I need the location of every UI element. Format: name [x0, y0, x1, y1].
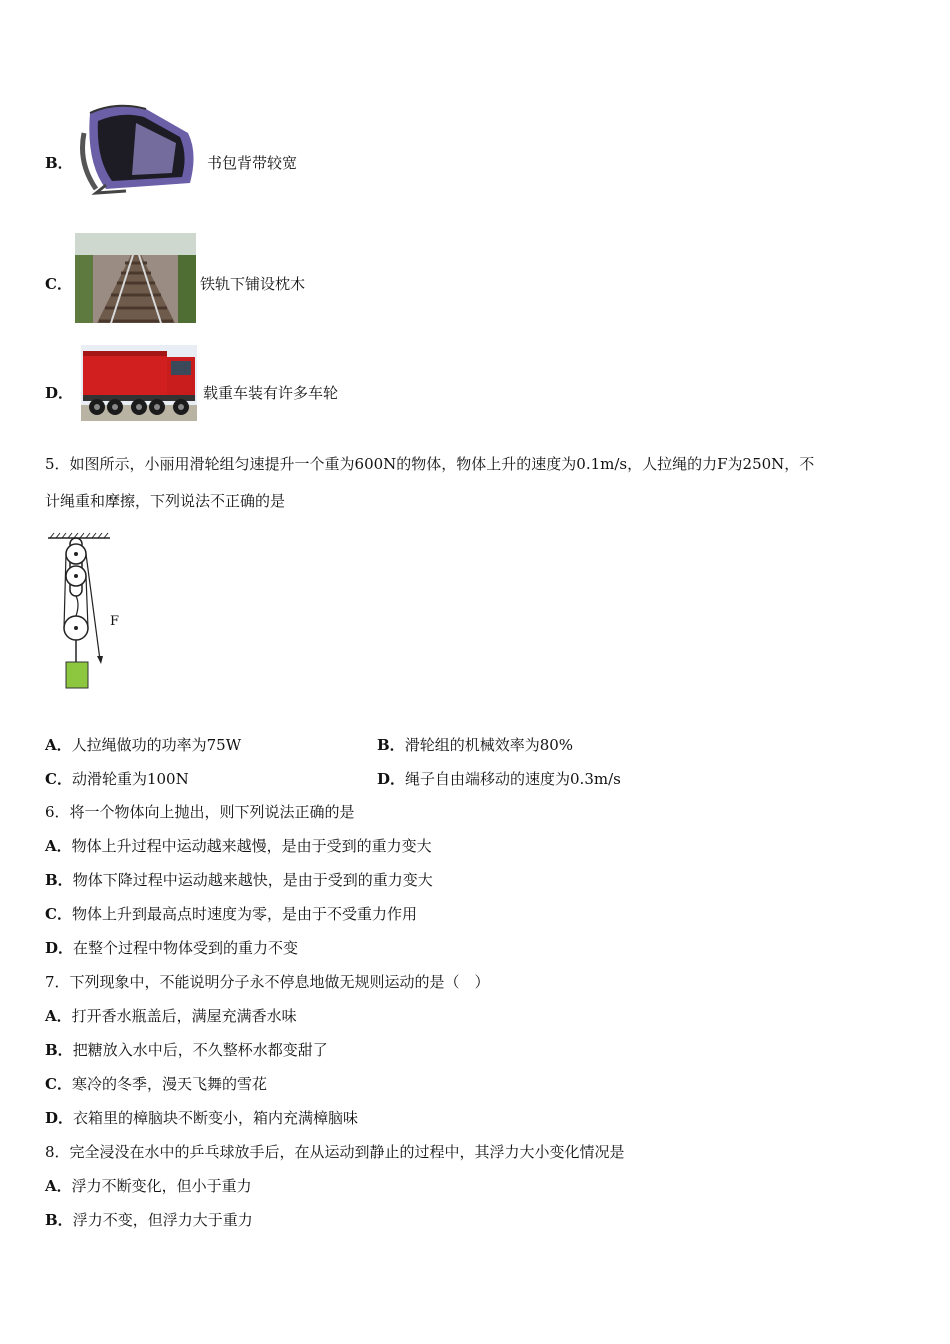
option-letter: B． — [45, 1211, 73, 1229]
option-text: 载重车装有许多车轮 — [203, 384, 339, 402]
q7-option-b — [45, 1040, 328, 1060]
option-letter: C． — [45, 1075, 72, 1093]
option-c — [45, 768, 189, 789]
q6-option-d — [45, 938, 298, 958]
question-6-stem: 6．将一个物体向上抛出，则下列说法正确的是 — [45, 803, 355, 821]
option-letter: B． — [45, 871, 73, 889]
option-letter: C． — [45, 770, 72, 788]
option-letter: D． — [45, 939, 74, 957]
option-text: 人拉绳做功的功率为75W — [71, 736, 242, 754]
option-text: 浮力不断变化，但小于重力 — [71, 1177, 252, 1195]
pulley-diagram — [44, 532, 134, 694]
q7-option-a — [45, 1006, 297, 1026]
railway-photo — [75, 233, 196, 323]
option-letter: A． — [45, 736, 72, 754]
option-letter: A． — [45, 837, 72, 855]
option-letter: A． — [45, 1177, 72, 1195]
option-d — [377, 768, 621, 789]
option-text: 在整个过程中物体受到的重力不变 — [73, 939, 299, 957]
option-letter: A． — [45, 1007, 72, 1025]
option-text: 动滑轮重为100N — [71, 770, 189, 788]
option-text: 铁轨下铺设枕木 — [200, 275, 306, 293]
option-text: 物体上升过程中运动越来越慢，是由于受到的重力变大 — [71, 837, 432, 855]
option-letter: D． — [377, 770, 406, 788]
backpack-photo — [76, 103, 202, 195]
option-text: 物体上升到最高点时速度为零，是由于不受重力作用 — [71, 905, 417, 923]
option-text: 绳子自由端移动的速度为0.3m/s — [405, 770, 621, 788]
option-text: 物体下降过程中运动越来越快，是由于受到的重力变大 — [72, 871, 433, 889]
q7-option-c — [45, 1074, 267, 1094]
option-letter: B． — [45, 1041, 73, 1059]
option-text: 打开香水瓶盖后，满屋充满香水味 — [71, 1007, 297, 1025]
q8-option-b — [45, 1210, 253, 1230]
force-label: F — [110, 614, 120, 629]
option-text: 把糖放入水中后，不久整杯水都变甜了 — [72, 1041, 328, 1059]
option-letter: B． — [377, 736, 405, 754]
option-text: 滑轮组的机械效率为80% — [404, 736, 574, 754]
option-letter: D． — [45, 384, 74, 402]
option-text: 衣箱里的樟脑块不断变小，箱内充满樟脑味 — [73, 1109, 359, 1127]
question-8-stem: 8．完全浸没在水中的乒乓球放手后，在从运动到静止的过程中，其浮力大小变化情况是 — [45, 1143, 625, 1161]
option-letter: C． — [45, 905, 72, 923]
option-text: 书包背带较宽 — [207, 154, 298, 172]
truck-photo — [81, 345, 197, 421]
q6-option-c — [45, 904, 417, 924]
option-text: 浮力不变，但浮力大于重力 — [72, 1211, 253, 1229]
question-5-stem-line1: 5．如图所示，小丽用滑轮组匀速提升一个重为600N的物体，物体上升的速度为0.1m/s，人拉绳的力F为250N，不 — [45, 455, 815, 473]
question-7-stem: 7．下列现象中，不能说明分子永不停息地做无规则运动的是（ ） — [45, 973, 490, 991]
option-letter: D． — [45, 1109, 74, 1127]
q6-option-b — [45, 870, 433, 890]
option-b — [377, 734, 573, 755]
option-a — [45, 734, 241, 755]
question-5-stem-line2: 计绳重和摩擦，下列说法不正确的是 — [45, 492, 286, 510]
option-letter: B． — [45, 154, 73, 172]
q8-option-a — [45, 1176, 252, 1196]
option-text: 寒冷的冬季，漫天飞舞的雪花 — [71, 1075, 267, 1093]
q7-option-d — [45, 1108, 358, 1128]
q6-option-a — [45, 836, 432, 856]
option-letter: C． — [45, 275, 72, 293]
